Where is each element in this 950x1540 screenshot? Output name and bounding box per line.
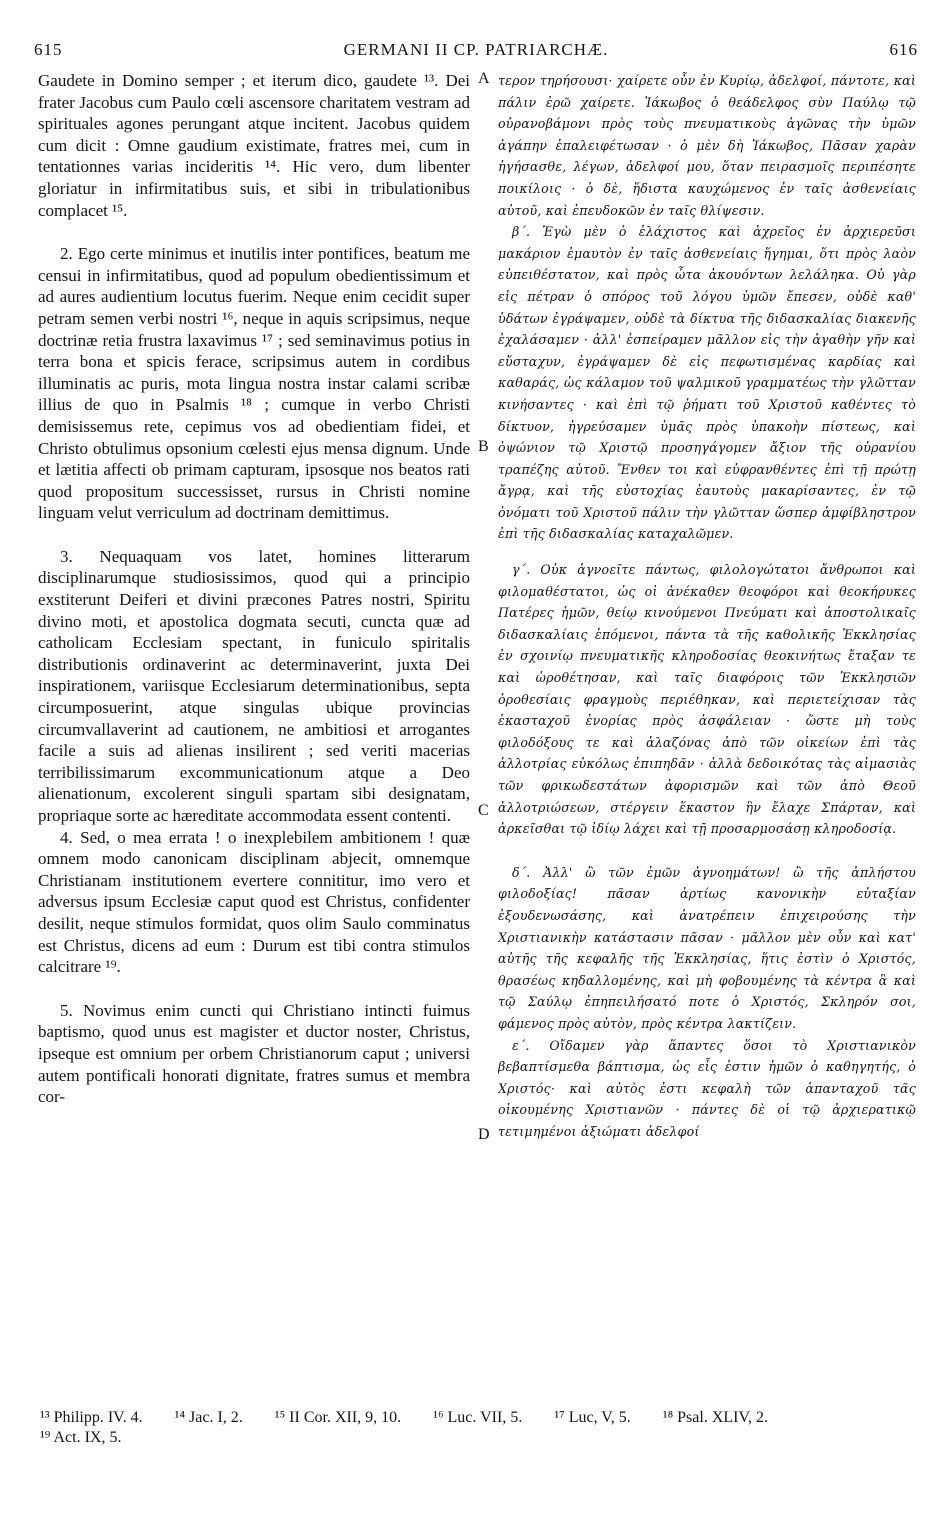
margin-letter-a: A [478,70,490,87]
greek-paragraph-2: β΄. Ἐγὼ μὲν ὁ ἐλάχιστος καὶ ἀχρεῖος ἐν ἀρχιερεῦσι μακάριον ἐμαυτὸν ἐν ταῖς ἀσθενείαις ἥγημαι, ὅτι πρὸς λαὸν εὐπειθέστατον, καὶ πρὸς ὦτα ἀκουόντων λελάληκα. Οὐ γὰρ εἰς πέτραν ὁ σπόρος τοῦ λόγου ὑμῶν ἔπεσεν, οὐδὲ καθ' ὑδάτων ἐγράψαμεν, οὐδὲ τὰ δίκτυα τῆς διδασκαλίας διακενῆς ἐχαλάσαμεν · ἀλλ' ἐσπείραμεν μᾶλλον εἰς τὴν ἀγαθὴν γῆν καὶ εὔσταχυν, ἐγράψαμεν δὲ εἰς πεφωτισμένας καρδίας καὶ καθαράς, ὡς κάλαμον τοῦ ψαλμικοῦ γραμματέως τὴν γλῶτταν κινήσαντες · καὶ ἐπὶ τῷ ῥήματι τοῦ Χριστοῦ καθέντες τὸ δίκτυον, ἠγρεύσαμεν ὑμᾶς πρὸς ὑπακοὴν πίστεως, καὶ ὀψώνιον τῷ Χριστῷ προσηγάγομεν ἄξιον τῆς οὐρανίου τραπέζης αὐτοῦ. Ἔνθεν τοι καὶ εὐφρανθέντες ἐπὶ τῇ πρώτῃ ἄγρᾳ, καὶ τῆς εὐστοχίας ἑαυτοὺς μακαρίσαντες, ἐν τῷ ὀνόματι τοῦ Χριστοῦ πάλιν τὴν γλῶτταν ὥσπερ ἀμφίβληστρον ἐπὶ τῆς διδασκαλίας καταχαλῶμεν. [498,224,916,542]
page-title: GERMANI II CP. PATRIARCHÆ. [343,40,609,59]
running-header [34,40,918,66]
margin-letter-d: D [478,1126,490,1143]
footnote-17: ¹⁷ Luc, V, 5. [554,1409,631,1426]
page-number-left: 615 [34,40,63,59]
greek-paragraph-5: ε΄. Οἴδαμεν γὰρ ἅπαντες ὅσοι τὸ Χριστιανικὸν βεβαπτίσμεθα βάπτισμα, ὡς εἷς ἐστιν ἡμῶν ὁ καθηγητής, ὁ Χριστός· καὶ αὐτὸς ἐστι κεφαλὴ τῶν ἁπανταχοῦ τᾶς οἰκουμένης Χριστιανῶν · πάντες δὲ οἱ τῷ ἀρχιερατικῷ τετιμημένοι ἀξιώματι ἀδελφοί [498,1037,916,1139]
footnote-15: ¹⁵ II Cor. XII, 9, 10. [274,1409,402,1426]
footnote-line-2 [40,1428,920,1448]
footnote-line-1 [40,1408,920,1428]
footnote-14: ¹⁴ Jac. I, 2. [174,1409,243,1426]
footnote-16: ¹⁶ Luc. VII, 5. [433,1409,523,1426]
greek-paragraph-1: τερον τηρήσουσι· χαίρετε οὖν ἐν Κυρίῳ, ἀδελφοί, πάντοτε, καὶ πάλιν ἐρῶ χαίρετε. Ἰάκωβος ὁ θεάδελφος σὺν Παύλῳ τῷ οὐρανοβάμονι πρὸς τοὺς πνευματικοὺς ἀγῶνας τὴν ὑμῶν ἀγάπην ἐπαλειφέτωσαν · ὁ μὲν δὴ Ἰάκωβος, Πᾶσαν χαρὰν ἡγήσασθε, λέγων, ἀδελφοί μου, ὅταν πειρασμοῖς περιπέσητε ποικίλοις · ὁ δὲ, ἥδιστα καυχώμενος ἐν ταῖς ἀσθενείαις αὐτοῦ, καὶ ἐπευδοκῶν ἐν ταῖς θλίψεσιν. [498,73,916,218]
page-number-right: 616 [889,40,918,59]
greek-column [498,70,916,1390]
latin-column [38,70,470,1390]
greek-paragraph-4: δ΄. Ἀλλ' ὢ τῶν ἐμῶν ἀγνοημάτων! ὢ τῆς ἀπλήστου φιλοδοξίας! πᾶσαν ἀρτίως κανονικὴν εὐταξίαν ἐξουδενωσάσης, καὶ ἀνατρέπειν ἐπιχειρούσης τὴν Χριστιανικὴν κατάστασιν πᾶσαν · μᾶλλον μὲν οὖν καὶ κατ' αὐτῆς τῆς κεφαλῆς τῆς Ἐκκλησίας, ἥτις ἐστὶν ὁ Χριστός, θρασέως κηδαλλομένης, καὶ μὴ φοβουμένης τὰ κέντρα ἃ καὶ τῷ Σαύλῳ ἐπηπειλήσατό ποτε ὁ Χριστός, Σκληρόν σοι, φάμενος πρὸς αὐτὸν, πρὸς κέντρα λακτίζειν. [498,864,916,1031]
margin-letter-c: C [478,802,489,819]
latin-paragraph-1: Gaudete in Domino semper ; et iterum dico, gaudete ¹³. Dei frater Jacobus cum Paulo cœli ascensore charitatem vestram ad spirituales agones perungant atque incitent. Jacobus quidem cum dicit : Omne gaudium existimate, fratres mei, cum in tentationnes varias incideritis ¹⁴. Hic vero, dum libenter gloriatur in infirmitatibus suis, et sibi in tribulationibus complacet ¹⁵. [38,71,470,220]
margin-letter-b: B [478,438,489,455]
latin-paragraph-4: 4. Sed, o mea errata ! o inexplebilem ambitionem ! quæ omnem modo canonicam disciplinam abjecit, omnemque Christianam institutionem evertere connititur, imo vero et adversus ipsum Ecclesiæ caput quod est Christus, confidenter desilit, neque stimulos formidat, quos olim Saulo comminatus est Christus, dicens ad eum : Durum est tibi contra stimulos calcitrare ¹⁹. [38,827,470,977]
footnotes [40,1408,920,1448]
footnote-13: ¹³ Philipp. IV. 4. [40,1409,143,1426]
latin-paragraph-3: 3. Nequaquam vos latet, homines litterarum disciplinarumque studiosissimos, quod qui a principio exstiterunt Deiferi et divini præcones Patres nostri, Spiritu divino moti, et apostolica dogmata secuti, cuncta quæ ad catholicam Ecclesiam spectant, in funiculo spiritalis distributionis ordinaverint ac determinaverint, juxta Dei inspirationem, variisque Ecclesiarum determinationibus, septa circumposuerint, atque singulas ubique provincias circumvallaverint ad cautionem, ne ambitiosi et arrogantes facile a suis ad alienas insilirent ; sed veriti macerias terribilissimarum excommunicationum atque a Deo alienationum, excolerent singuli spartam sibi designatam, propriaque sorte ac hæreditate accommodata essent contenti. [38,546,470,825]
latin-paragraph-2: 2. Ego certe minimus et inutilis inter pontifices, beatum me censui in infirmitatibus, quod ad populum obedientissimum et ad aures audientium locutus fuerim. Neque enim cecidit super petram semen verbi nostri ¹⁶, neque in aquis scripsimus, neque doctrinæ retia frustra laxavimus ¹⁷ ; sed seminavimus potius in terra bona et spicis ferace, scripsimus autem in cordibus illuminatis ac puris, mota lingua nostra instar calami scribæ illius de quo in Psalmis ¹⁸ ; cumque in verbo Christi demisissemus rete, cepimus vos ad obedientiam fidei, et Christo obtulimus opsonium cœlesti ejus mensa dignum. Unde et lætitia affecti ob primam capturam, ipsosque nos beatos rati quod propositum successisset, rursus in Christi nomine linguam velut verriculum ad doctrinam demittimus. [38,244,470,523]
footnote-18: ¹⁸ Psal. XLIV, 2. [662,1409,768,1426]
greek-paragraph-3: γ΄. Οὐκ ἀγνοεῖτε πάντως, φιλολογώτατοι ἄνθρωποι καὶ φιλομαθέστατοι, ὡς οἱ ἀνέκαθεν θεοφόροι καὶ θεοκήρυκες Πατέρες ἡμῶν, θείῳ κινούμενοι Πνεύματι καὶ ἀποστολικαῖς διδασκαλίαις ἑπόμενοι, πάντα τὰ τῆς καθολικῆς Ἐκκλησίας ἐν σχοινίῳ πνευματικῆς κληροδοσίας θεοκινήτως ἔταξαν τε καὶ ὡροθέτησαν, καὶ ταῖς διαφόροις τῶν Ἐκκλησιῶν ὁροθεσίαις φραγμοὺς περιέθηκαν, καὶ περιετείχισαν τὰς ἑκασταχοῦ ἐνορίας πρὸς ἀσφάλειαν · ὥστε μὴ τοὺς φιλοδόξους τε καὶ ἀλαζόνας ἀπὸ τῶν οἰκείων ἐπὶ τὰς ἀλλοτρίας εὐκόλως ἐπιπηδᾶν · ἀλλὰ δεδοικότας τὰς αἱμασιὰς τῶν φρικωδεστάτων ἀφορισμῶν καὶ τῶν ἀπὸ Θεοῦ ἀλλοτριώσεων, στέργειν ἕκαστον ἣν ἔλαχε Σπάρταν, καὶ ἀρκεῖσθαι τῷ ἰδίῳ λάχει καὶ τῇ προσαρμοσάσῃ κληροδοσίᾳ. [498,562,916,837]
latin-paragraph-5: 5. Novimus enim cuncti qui Christiano intincti fuimus baptismo, quod unus est magister et ductor noster, Christus, ipseque est omnium per orbem Christianorum caput ; universi autem pontificali honorati dignitate, fratres sumus et membra cor- [38,1000,470,1107]
footnote-19: ¹⁹ Act. IX, 5. [40,1429,122,1446]
